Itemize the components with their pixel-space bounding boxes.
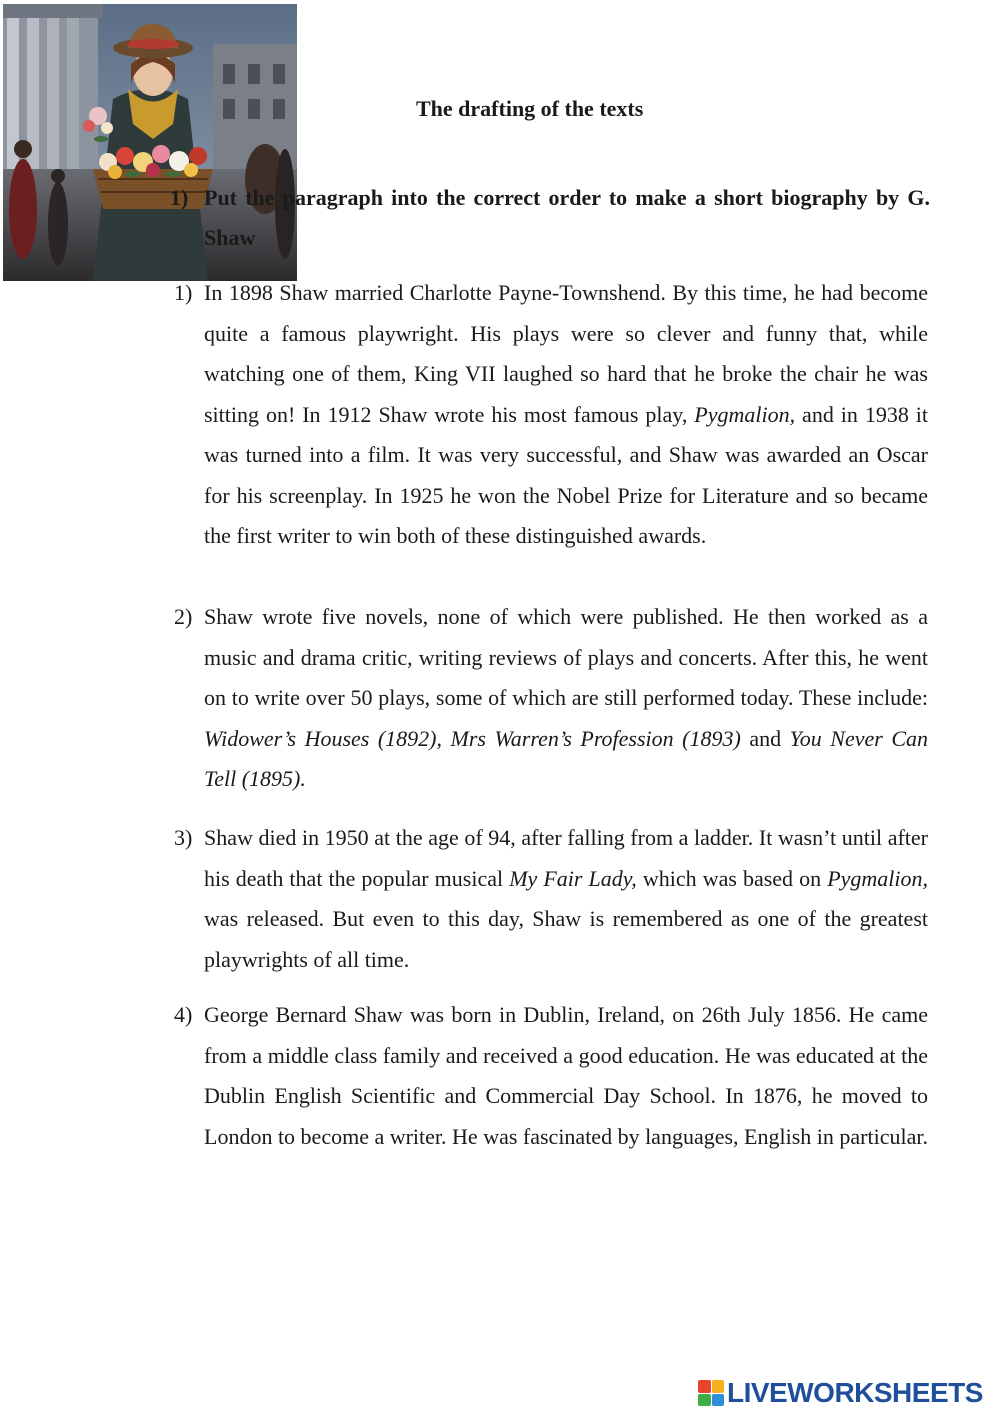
paragraph-text: George Bernard Shaw was born in Dublin, Ireland, on 26th July 1856. He came from a middle class family and received a good education. He was educated at the Dublin English Scientific and Commercial Day School. In 1876, he moved to London to become a writer. He was fascinated by languages, English in particular. [204, 1002, 928, 1149]
paragraph-text: Shaw wrote five novels, none of which were published. He then worked as a music and drama critic, writing reviews of plays and concerts. After this, he went on to write over 50 plays, some of which are still performed today. These include: Widower’s Houses (1892), Mrs Warren’s Profession (1893) and You Never Can Tell (1895). [204, 604, 929, 791]
paragraph-3 [170, 818, 928, 980]
logo-mark-icon [698, 1380, 724, 1406]
task-instruction [170, 178, 930, 258]
paragraph-number: 2) [174, 604, 193, 629]
paragraph-text: Shaw died in 1950 at the age of 94, after falling from a ladder. It wasn’t until after his death that the popular musical My Fair Lady, which was based on Pygmalion, was released. But even to this day, Shaw is remembered as one of the greatest playwrights of all time. [204, 825, 929, 972]
task-text: Put the paragraph into the correct order to make a short biography by G. Shaw [204, 185, 930, 250]
task-number: 1) [170, 185, 189, 210]
paragraph-number: 4) [174, 1002, 193, 1027]
paragraph-1 [170, 273, 928, 557]
paragraph-2 [170, 597, 928, 800]
logo-text: LIVEWORKSHEETS [727, 1377, 983, 1408]
paragraph-number: 3) [174, 825, 193, 850]
paragraph-text: In 1898 Shaw married Charlotte Payne-Townshend. By this time, he had become quite a famous playwright. His plays were so clever and funny that, while watching one of them, King VII laughed so hard that he broke the chair he was sitting on! In 1912 Shaw wrote his most famous play, Pygmalion, and in 1938 it was turned into a film. It was very successful, and Shaw was awarded an Oscar for his screenplay. In 1925 he won the Nobel Prize for Literature and so became the first writer to win both of these distinguished awards. [204, 280, 928, 548]
paragraph-number: 1) [174, 280, 193, 305]
paragraph-4 [170, 995, 928, 1157]
page-title: The drafting of the texts [416, 96, 644, 121]
liveworksheets-logo[interactable] [698, 1378, 983, 1408]
